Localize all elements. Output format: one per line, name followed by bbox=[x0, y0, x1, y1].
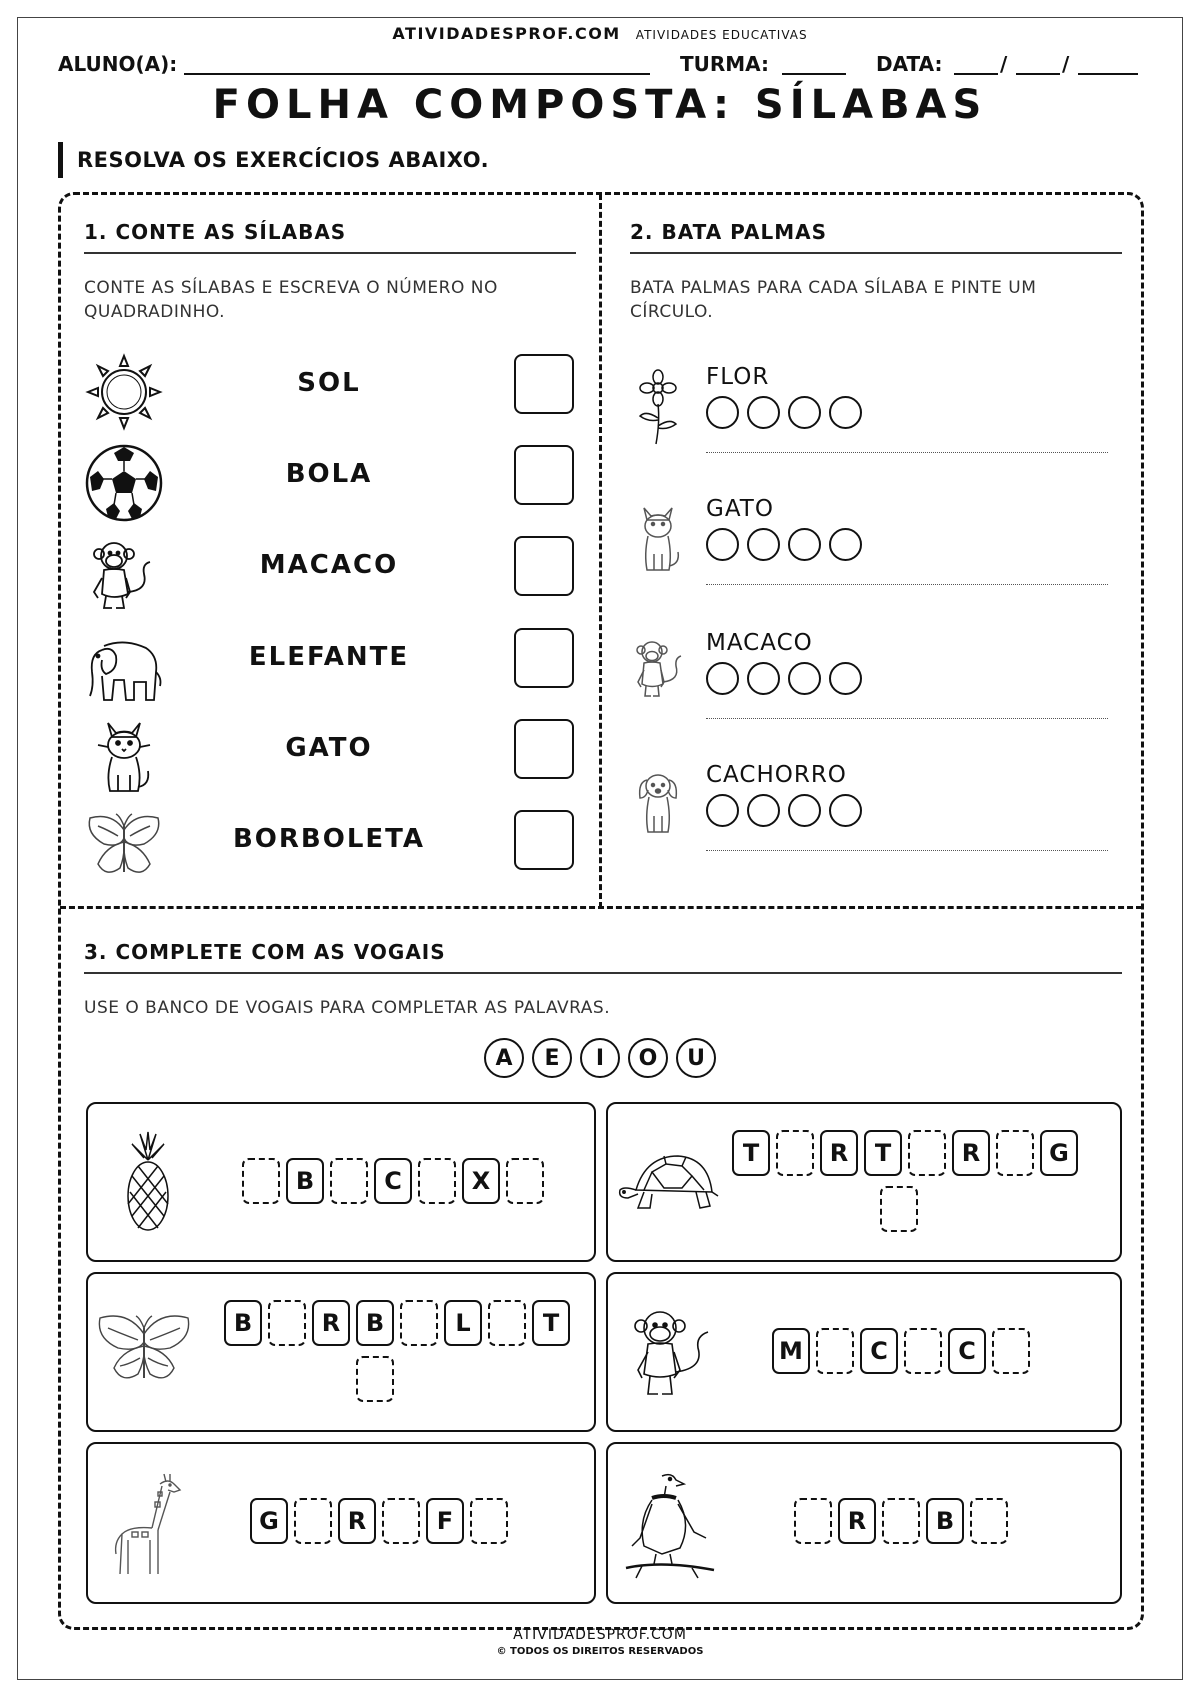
letter-tiles bbox=[250, 1498, 580, 1544]
date-separator: / bbox=[1062, 52, 1070, 76]
section2-title: 2. BATA PALMAS bbox=[630, 220, 1122, 254]
vowel-blank-tile[interactable] bbox=[794, 1498, 832, 1544]
clap-row bbox=[630, 632, 1122, 752]
letter-tiles bbox=[242, 1158, 582, 1204]
vowel-blank-tile[interactable] bbox=[242, 1158, 280, 1204]
date-day-line[interactable] bbox=[954, 73, 998, 75]
vowel-i: I bbox=[580, 1038, 620, 1078]
count-word: GATO bbox=[285, 733, 373, 763]
syllable-count-box[interactable] bbox=[514, 445, 574, 505]
syllable-circle[interactable] bbox=[788, 396, 821, 429]
syllable-count-box[interactable] bbox=[514, 628, 574, 688]
date-label: DATA: bbox=[876, 52, 943, 76]
vowel-blank-tile[interactable] bbox=[382, 1498, 420, 1544]
syllable-circle[interactable] bbox=[788, 794, 821, 827]
count-row bbox=[84, 437, 576, 517]
count-row bbox=[84, 802, 576, 882]
site-name: ATIVIDADESPROF.COM bbox=[392, 24, 621, 43]
clap-word: FLOR bbox=[706, 364, 770, 390]
count-row bbox=[84, 620, 576, 700]
clap-word: MACACO bbox=[706, 630, 813, 656]
consonant-tile: R bbox=[952, 1130, 990, 1176]
vowel-blank-tile[interactable] bbox=[356, 1356, 394, 1402]
frame-divider-horizontal bbox=[60, 906, 1142, 909]
syllable-circle[interactable] bbox=[788, 662, 821, 695]
giraffe-icon bbox=[108, 1470, 182, 1580]
monkey-icon bbox=[84, 534, 164, 614]
student-info-row bbox=[58, 52, 1148, 78]
clap-circles bbox=[706, 662, 862, 695]
consonant-tile: X bbox=[462, 1158, 500, 1204]
vowel-blank-tile[interactable] bbox=[970, 1498, 1008, 1544]
vowel-a: A bbox=[484, 1038, 524, 1078]
syllable-circle[interactable] bbox=[706, 396, 739, 429]
site-header bbox=[0, 24, 1200, 43]
vowel-o: O bbox=[628, 1038, 668, 1078]
puppy-icon bbox=[630, 764, 686, 844]
section1-description: CONTE AS SÍLABAS E ESCREVA O NÚMERO NO QUADRADINHO. bbox=[84, 278, 498, 322]
dotted-divider bbox=[706, 850, 1108, 851]
consonant-tile: M bbox=[772, 1328, 810, 1374]
letter-tiles bbox=[732, 1130, 1116, 1232]
soccer-ball-icon bbox=[84, 443, 164, 523]
consonant-tile: B bbox=[926, 1498, 964, 1544]
cat-icon bbox=[630, 498, 686, 578]
vulture-icon bbox=[622, 1468, 718, 1580]
date-separator: / bbox=[1000, 52, 1008, 76]
count-row bbox=[84, 528, 576, 608]
vowel-e: E bbox=[532, 1038, 572, 1078]
section2-description: BATA PALMAS PARA CADA SÍLABA E PINTE UM CÍRCULO. bbox=[630, 278, 1037, 322]
vowel-bank bbox=[0, 1038, 1200, 1078]
word-card bbox=[86, 1272, 596, 1432]
section1-title: 1. CONTE AS SÍLABAS bbox=[84, 220, 576, 254]
clap-circles bbox=[706, 528, 862, 561]
clap-row bbox=[630, 498, 1122, 618]
consonant-tile: B bbox=[356, 1300, 394, 1346]
consonant-tile: R bbox=[838, 1498, 876, 1544]
word-card bbox=[86, 1102, 596, 1262]
vowel-blank-tile[interactable] bbox=[996, 1130, 1034, 1176]
consonant-tile: B bbox=[224, 1300, 262, 1346]
vowel-blank-tile[interactable] bbox=[400, 1300, 438, 1346]
syllable-circle[interactable] bbox=[829, 794, 862, 827]
dotted-divider bbox=[706, 452, 1108, 453]
word-card bbox=[606, 1102, 1122, 1262]
letter-tiles bbox=[794, 1498, 1094, 1544]
consonant-tile: T bbox=[532, 1300, 570, 1346]
syllable-circle[interactable] bbox=[788, 528, 821, 561]
class-label: TURMA: bbox=[680, 52, 770, 76]
vowel-blank-tile[interactable] bbox=[992, 1328, 1030, 1374]
date-year-line[interactable] bbox=[1078, 73, 1138, 75]
syllable-count-box[interactable] bbox=[514, 810, 574, 870]
clap-row bbox=[630, 366, 1122, 486]
count-row bbox=[84, 346, 576, 426]
footer-site: ATIVIDADESPROF.COM bbox=[513, 1627, 687, 1643]
consonant-tile: R bbox=[312, 1300, 350, 1346]
consonant-tile: T bbox=[732, 1130, 770, 1176]
count-word: MACACO bbox=[259, 550, 399, 580]
instruction: RESOLVA OS EXERCÍCIOS ABAIXO. bbox=[58, 142, 489, 178]
student-label: ALUNO(A): bbox=[58, 52, 178, 76]
consonant-tile: T bbox=[864, 1130, 902, 1176]
letter-tiles bbox=[224, 1300, 596, 1402]
monkey-icon bbox=[630, 632, 686, 712]
syllable-circle[interactable] bbox=[829, 528, 862, 561]
syllable-circle[interactable] bbox=[829, 662, 862, 695]
count-word: ELEFANTE bbox=[248, 642, 410, 672]
pineapple-icon bbox=[118, 1130, 178, 1234]
class-line[interactable] bbox=[782, 73, 846, 75]
footer bbox=[0, 1627, 1200, 1657]
word-card bbox=[86, 1442, 596, 1604]
count-word: BORBOLETA bbox=[232, 824, 426, 854]
student-name-line[interactable] bbox=[184, 73, 650, 75]
syllable-circle[interactable] bbox=[706, 528, 739, 561]
clap-circles bbox=[706, 396, 862, 429]
date-month-line[interactable] bbox=[1016, 73, 1060, 75]
syllable-circle[interactable] bbox=[747, 396, 780, 429]
turtle-icon bbox=[616, 1150, 720, 1218]
vowel-blank-tile[interactable] bbox=[488, 1300, 526, 1346]
dotted-divider bbox=[706, 584, 1108, 585]
vowel-blank-tile[interactable] bbox=[418, 1158, 456, 1204]
monkey-icon bbox=[624, 1302, 714, 1406]
page-title: FOLHA COMPOSTA: SÍLABAS bbox=[212, 82, 988, 128]
butterfly-icon bbox=[96, 1308, 192, 1392]
section3-title: 3. COMPLETE COM AS VOGAIS bbox=[84, 940, 1122, 974]
count-row bbox=[84, 711, 576, 791]
word-card bbox=[606, 1442, 1122, 1604]
letter-tiles bbox=[772, 1328, 1092, 1374]
clap-word: CACHORRO bbox=[706, 762, 847, 788]
syllable-circle[interactable] bbox=[829, 396, 862, 429]
word-card bbox=[606, 1272, 1122, 1432]
consonant-tile: C bbox=[860, 1328, 898, 1374]
vowel-blank-tile[interactable] bbox=[882, 1498, 920, 1544]
syllable-count-box[interactable] bbox=[514, 354, 574, 414]
clap-word: GATO bbox=[706, 496, 774, 522]
consonant-tile: R bbox=[820, 1130, 858, 1176]
vowel-blank-tile[interactable] bbox=[776, 1130, 814, 1176]
vowel-blank-tile[interactable] bbox=[904, 1328, 942, 1374]
butterfly-icon bbox=[84, 808, 164, 888]
vowel-blank-tile[interactable] bbox=[268, 1300, 306, 1346]
syllable-circle[interactable] bbox=[706, 662, 739, 695]
count-word: SOL bbox=[297, 368, 361, 398]
dotted-divider bbox=[706, 718, 1108, 719]
consonant-tile: G bbox=[1040, 1130, 1078, 1176]
vowel-blank-tile[interactable] bbox=[294, 1498, 332, 1544]
vowel-blank-tile[interactable] bbox=[330, 1158, 368, 1204]
vowel-blank-tile[interactable] bbox=[506, 1158, 544, 1204]
consonant-tile: C bbox=[374, 1158, 412, 1204]
elephant-icon bbox=[84, 626, 164, 706]
consonant-tile: G bbox=[250, 1498, 288, 1544]
cat-icon bbox=[84, 717, 164, 797]
syllable-circle[interactable] bbox=[747, 794, 780, 827]
vowel-u: U bbox=[676, 1038, 716, 1078]
consonant-tile: R bbox=[338, 1498, 376, 1544]
vowel-blank-tile[interactable] bbox=[470, 1498, 508, 1544]
syllable-count-box[interactable] bbox=[514, 536, 574, 596]
count-word: BOLA bbox=[285, 459, 373, 489]
vowel-blank-tile[interactable] bbox=[880, 1186, 918, 1232]
footer-rights: © TODOS OS DIREITOS RESERVADOS bbox=[496, 1646, 704, 1657]
clap-row bbox=[630, 764, 1122, 884]
clap-circles bbox=[706, 794, 862, 827]
syllable-circle[interactable] bbox=[706, 794, 739, 827]
syllable-circle[interactable] bbox=[747, 528, 780, 561]
section3-description: USE O BANCO DE VOGAIS PARA COMPLETAR AS PALAVRAS. bbox=[84, 998, 611, 1018]
site-subtitle: ATIVIDADES EDUCATIVAS bbox=[635, 28, 808, 42]
vowel-blank-tile[interactable] bbox=[908, 1130, 946, 1176]
vowel-blank-tile[interactable] bbox=[816, 1328, 854, 1374]
flower-icon bbox=[630, 366, 686, 446]
sun-icon bbox=[84, 352, 164, 432]
consonant-tile: F bbox=[426, 1498, 464, 1544]
consonant-tile: C bbox=[948, 1328, 986, 1374]
syllable-count-box[interactable] bbox=[514, 719, 574, 779]
consonant-tile: L bbox=[444, 1300, 482, 1346]
consonant-tile: B bbox=[286, 1158, 324, 1204]
frame-divider-vertical bbox=[599, 194, 602, 908]
syllable-circle[interactable] bbox=[747, 662, 780, 695]
